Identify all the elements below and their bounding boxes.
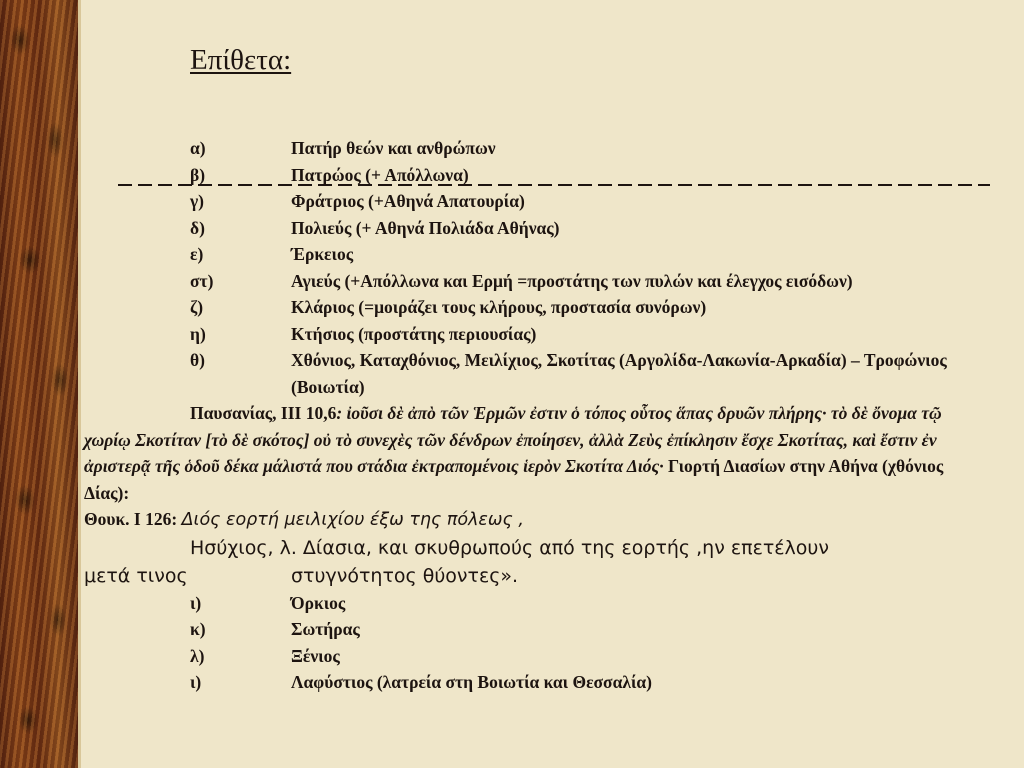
item-marker: γ) [190,191,205,211]
list-item [84,188,984,215]
item-text: Πατήρ θεών και ανθρώπων [291,138,496,158]
item-marker: κ) [190,619,206,639]
item-marker: λ) [190,645,205,666]
item-text: Κλάριος (=μοιράζει τους κλήρους, προστασία συνόρων) [291,297,707,317]
hesychius-line-2-end: στυγνότητος θύοντες». [291,564,519,587]
item-text: Ξένιος [291,645,340,666]
decorative-wood-border [0,0,78,768]
list-item [84,215,984,242]
thoukydides-line [84,506,984,534]
pausanias-paragraph [84,400,974,506]
list-item [84,294,984,321]
item-text: Πατρώος (+ Απόλλωνα) [291,164,469,185]
list-item [84,590,984,617]
thoukydides-quote: Διός εορτή μειλιχίου έξω της πόλεως , [181,510,524,530]
item-marker: ε) [190,244,204,264]
border-edge-line [78,0,81,768]
item-text: Πολιεύς (+ Αθηνά Πολιάδα Αθήνας) [291,217,560,238]
pausanias-ref: Παυσανίας, ΙΙΙ 10,6 [190,403,337,423]
hesychius-line-1: Ησύχιος, λ. Δίασια, και σκυθρωπούς από της εορτής ,ην επετέλουν [190,536,830,559]
list-item [84,347,984,400]
pausanias-quote: : ἰοῦσι δὲ ἀπὸ τῶν Ἑρμῶν ἐστιν ὁ τόπος οὗτος ἅπας δρυῶν πλήρης· τὸ δὲ ὄνομα τῷ χωρίῳ Σκοτίταν [τὸ δὲ σκότος] οὐ τὸ συνεχὲς τῶν δένδρων ἐποίησεν, ἀλλὰ Ζεὺς ἐπίκλησιν ἔσχε Σκοτίτας, καὶ ἔστιν ἐν ἀριστερᾷ τῆς ὁδοῦ δέκα μάλιστά που στάδια ἐκτραπομένοις ἱερὸν Σκοτίτα Διός· [84,403,942,476]
list-item [84,162,984,189]
item-text: Φράτριος (+Αθηνά Απατουρία) [291,191,525,211]
item-text: Σωτήρας [291,619,360,639]
diasia-note: Γιορτή Διασίων στην Αθήνα (χθόνιος Δίας): [84,456,944,503]
item-marker: η) [190,323,206,344]
list-item [84,135,984,162]
hesychius-paragraph [84,534,984,590]
item-marker: ζ) [190,297,204,317]
item-text: Κτήσιος (προστάτης περιουσίας) [291,323,537,344]
item-marker: ι) [190,672,202,692]
list-item [84,321,984,348]
list-item [84,669,984,696]
list-item [84,241,984,268]
item-text: Χθόνιος, Καταχθόνιος, Μειλίχιος, Σκοτίτας (Αργολίδα-Λακωνία-Αρκαδία) – Τροφώνιος (Βοιωτία) [291,350,947,397]
item-text: Όρκιος [291,592,346,613]
list-item [84,268,984,295]
item-marker: β) [190,164,206,185]
list-item [84,643,984,670]
item-marker: α) [190,138,206,158]
item-marker: στ) [190,270,214,291]
item-text: Έρκειος [291,244,354,264]
item-text: Λαφύστιος (λατρεία στη Βοιωτία και Θεσσαλία) [291,672,652,692]
slide-title: Επίθετα: [190,44,292,76]
item-marker: ι) [190,592,202,613]
item-text: Αγιεύς (+Απόλλωνα και Ερμή =προστάτης των πυλών και έλεγχος εισόδων) [291,270,853,291]
item-marker: δ) [190,217,205,238]
item-marker: θ) [190,350,205,370]
slide-body [84,135,984,696]
thoukydides-ref: Θουκ. Ι 126: [84,509,178,529]
list-item [84,616,984,643]
hesychius-line-2-start: μετά τινος [84,564,188,587]
